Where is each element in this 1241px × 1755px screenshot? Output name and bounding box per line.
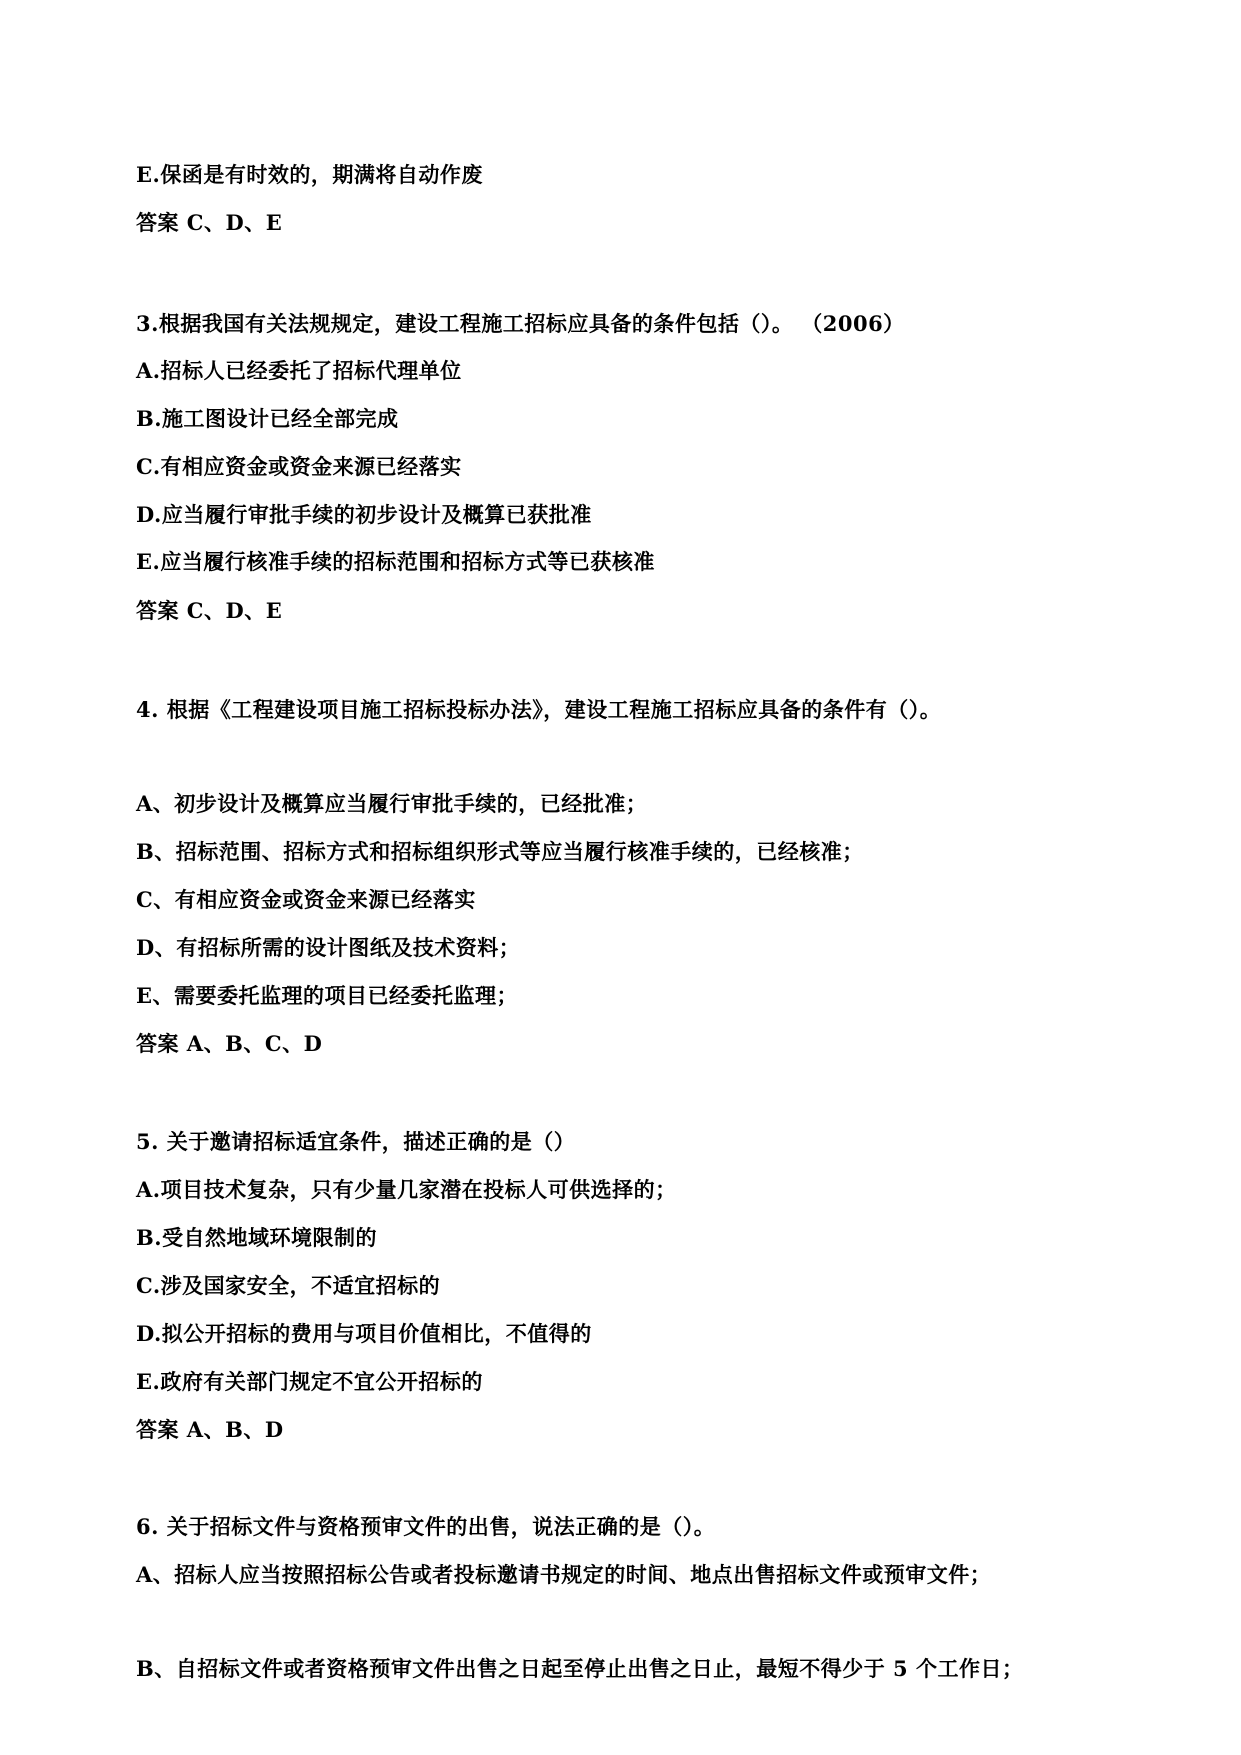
q3-option-e: E.应当履行核准手续的招标范围和招标方式等已获核准	[136, 549, 655, 574]
q3-option-c: C.有相应资金或资金来源已经落实	[136, 454, 462, 479]
q5-option-b: B.受自然地域环境限制的	[136, 1225, 378, 1250]
q4-option-c: C、有相应资金或资金来源已经落实	[136, 887, 476, 912]
q2-option-e: E.保函是有时效的，期满将自动作废	[136, 162, 483, 187]
q4-option-d: D、有招标所需的设计图纸及技术资料；	[136, 935, 521, 960]
q5-option-c: C.涉及国家安全，不适宜招标的	[136, 1273, 441, 1298]
q3-question: 3.根据我国有关法规规定，建设工程施工招标应具备的条件包括（）。 （2006）	[136, 311, 905, 336]
q5-answer: 答案 A、B、D	[136, 1417, 284, 1442]
q4-option-a: A、初步设计及概算应当履行审批手续的，已经批准；	[136, 791, 648, 816]
q3-option-a: A.招标人已经委托了招标代理单位	[136, 358, 462, 383]
q3-option-d: D.应当履行审批手续的初步设计及概算已获批准	[136, 502, 592, 527]
q6-question: 6. 关于招标文件与资格预审文件的出售，说法正确的是（）。	[136, 1514, 716, 1539]
q6-option-a: A、招标人应当按照招标公告或者投标邀请书规定的时间、地点出售招标文件或预审文件；	[136, 1562, 992, 1587]
q4-answer: 答案 A、B、C、D	[136, 1031, 323, 1056]
q4-option-b: B、招标范围、招标方式和招标组织形式等应当履行核准手续的，已经核准；	[136, 839, 864, 864]
q4-question: 4. 根据《工程建设项目施工招标投标办法》，建设工程施工招标应具备的条件有（）。	[136, 697, 942, 722]
q5-option-d: D.拟公开招标的费用与项目价值相比，不值得的	[136, 1321, 592, 1346]
q6-option-b: B、自招标文件或者资格预审文件出售之日起至停止出售之日止，最短不得少于 5 个工作日；	[136, 1656, 1024, 1681]
q5-option-a: A.项目技术复杂，只有少量几家潜在投标人可供选择的；	[136, 1177, 677, 1202]
q5-question: 5. 关于邀请招标适宜条件，描述正确的是（）	[136, 1129, 576, 1154]
q3-answer: 答案 C、D、E	[136, 598, 283, 623]
q5-option-e: E.政府有关部门规定不宜公开招标的	[136, 1369, 483, 1394]
q2-answer: 答案 C、D、E	[136, 210, 283, 235]
q4-option-e: E、需要委托监理的项目已经委托监理；	[136, 983, 519, 1008]
q3-option-b: B.施工图设计已经全部完成	[136, 406, 399, 431]
